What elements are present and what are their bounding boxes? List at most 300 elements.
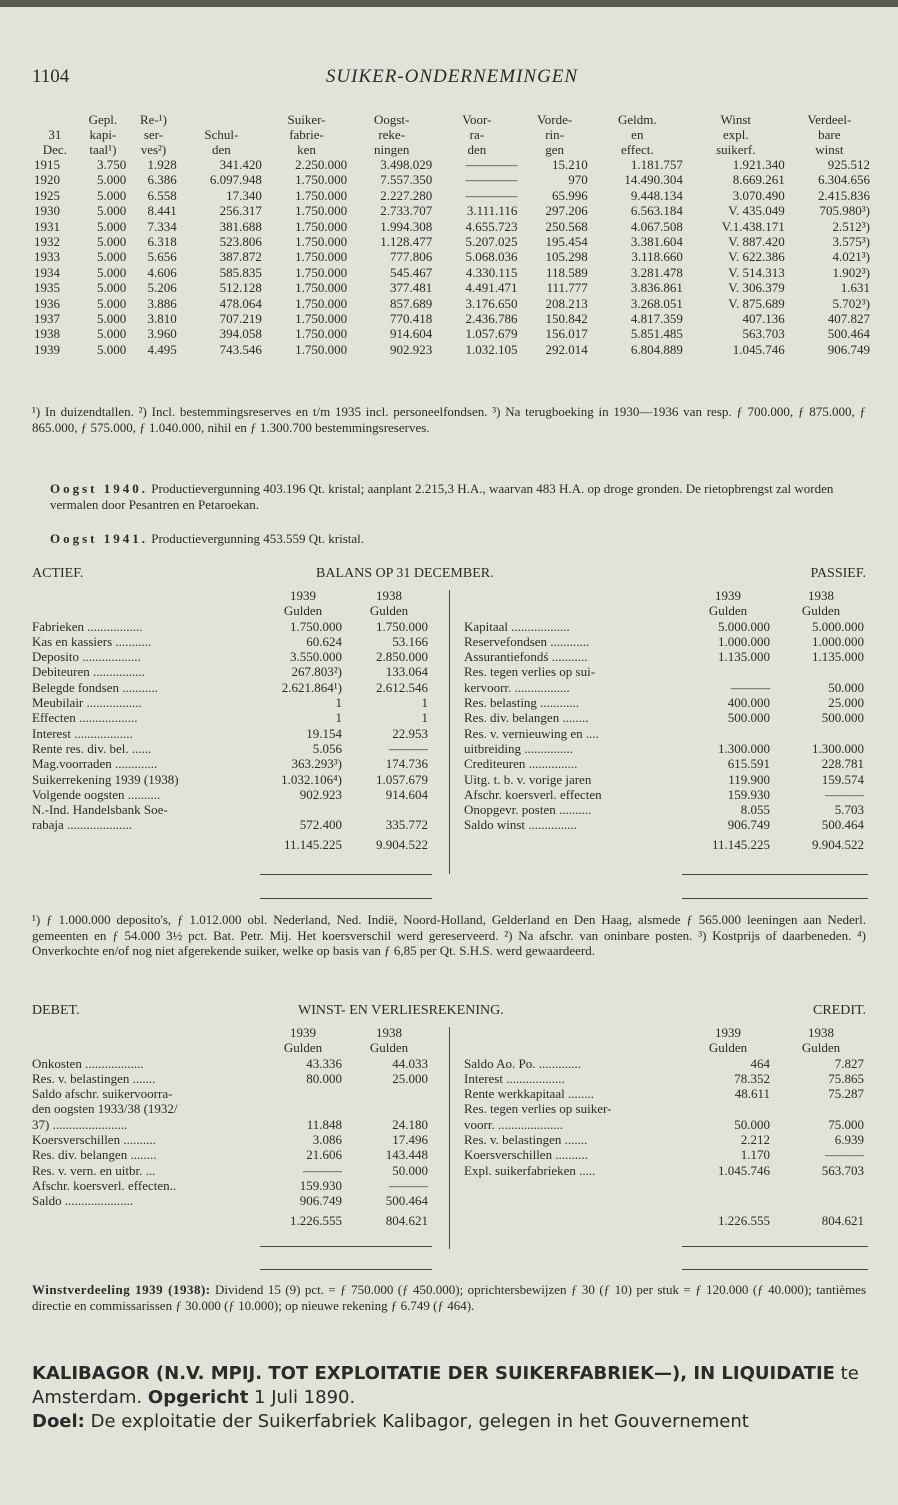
history-cell: V. 435.049 xyxy=(728,203,785,219)
history-cell: 7.557.350 xyxy=(380,172,433,188)
credit-value-1938: ——— xyxy=(825,1147,864,1163)
actief-row xyxy=(32,710,432,725)
credit-value-1938 xyxy=(774,1101,868,1116)
passief-row xyxy=(464,756,868,771)
credit-value-1939 xyxy=(682,1101,774,1116)
actief-value-1939: 1 xyxy=(335,695,342,711)
history-row xyxy=(32,311,872,326)
history-cell: 8.441 xyxy=(147,203,177,219)
history-cell: 2.436.786 xyxy=(465,311,518,327)
passief-value-1938: 50.000 xyxy=(828,679,864,695)
credit-item-label: voorr. .................... xyxy=(464,1116,563,1132)
actief-total-rule xyxy=(260,874,432,875)
credit-total-1939: 1.226.555 xyxy=(718,1212,770,1228)
balans-footnote: ¹) ƒ 1.000.000 deposito's, ƒ 1.012.000 obl. Nederland, Ned. Indië, Noord-Holland, Gelderland en Den Haag, alsmede ƒ 565.000 leeningen aan Nederl. gemeenten en ƒ 54.000 3½ pct. Bat. Petr. Mij. Het koersverschil werd gereserveerd. ²) Na afschr. van oninbare posten. ³) Kostprijs of daarbeneden. ⁴) Onverkochte en/of nog niet afgerekende suiker, welke op basis van ƒ 6,85 per Qt. S.H.S. werd gewaardeerd. xyxy=(32,912,866,958)
history-cell: 407.136 xyxy=(742,311,785,327)
actief-value-1939: 60.624 xyxy=(306,633,342,649)
debet-total-1939: 1.226.555 xyxy=(290,1212,342,1228)
wv-title: WINST- EN VERLIESREKENING. xyxy=(298,1003,504,1018)
company-name: KALIBAGOR (N.V. MPIJ. TOT EXPLOITATIE DER SUIKERFABRIEK—), IN LIQUIDATIE xyxy=(32,1363,835,1384)
credit-item-label: Koersverschillen .......... xyxy=(464,1147,588,1163)
history-cell: 523.806 xyxy=(219,234,262,250)
debet-item-label: Res. v. belastingen ....... xyxy=(32,1070,156,1086)
history-cell: 902.923 xyxy=(390,341,433,357)
history-cell: 512.128 xyxy=(219,280,262,296)
actief-unit-row xyxy=(32,603,432,618)
actief-value-1939: 267.803²) xyxy=(291,664,342,680)
debet-year-1939: 1939 xyxy=(290,1025,316,1040)
history-row xyxy=(32,203,872,218)
credit-spacer-cell xyxy=(774,1178,868,1193)
history-cell: 770.418 xyxy=(390,311,433,327)
credit-row xyxy=(464,1056,868,1071)
history-cell: 2.227.280 xyxy=(380,187,433,203)
actief-value-1938: 335.772 xyxy=(385,817,428,833)
history-row xyxy=(32,157,872,172)
passief-value-1938: 1.000.000 xyxy=(812,633,864,649)
debet-value-1939: 43.336 xyxy=(306,1055,342,1071)
history-cell: 407.827 xyxy=(827,311,870,327)
credit-year-1939: 1939 xyxy=(715,1025,741,1040)
passief-value-1939: 1.000.000 xyxy=(718,633,770,649)
history-cell: 563.703 xyxy=(742,326,785,342)
history-cell: 1932 xyxy=(34,234,60,250)
credit-total-row xyxy=(464,1209,868,1228)
history-row xyxy=(32,296,872,311)
debet-item-label: Saldo ..................... xyxy=(32,1193,134,1209)
actief-value-1938: 914.604 xyxy=(385,786,428,802)
history-cell: 705.980³) xyxy=(819,203,870,219)
history-cell: 1.750.000 xyxy=(295,172,348,188)
history-table xyxy=(32,112,872,357)
passief-total-rule xyxy=(682,874,868,875)
history-cell: 1.921.340 xyxy=(732,157,785,172)
history-cell: 3.960 xyxy=(147,326,177,342)
history-cell: 1931 xyxy=(34,218,60,234)
passief-total-spacer xyxy=(464,833,682,852)
passief-value-1938 xyxy=(774,726,868,741)
history-row xyxy=(32,188,872,203)
oogst-1941-label: Oogst 1941. xyxy=(50,531,148,546)
doel-label: Doel: xyxy=(32,1411,85,1432)
actief-value-1938: ——— xyxy=(389,740,428,756)
credit-total-rule xyxy=(682,1246,868,1247)
history-cell: 4.817.359 xyxy=(630,311,683,327)
actief-year-row xyxy=(32,588,432,603)
passief-year-1939: 1939 xyxy=(715,588,741,603)
history-cell: 6.097.948 xyxy=(209,172,262,188)
passief-value-1938: 5.703 xyxy=(834,802,864,818)
history-cell: 377.481 xyxy=(390,280,433,296)
actief-row xyxy=(32,741,432,756)
balans-divider xyxy=(449,590,450,874)
history-cell: 4.655.723 xyxy=(465,218,518,234)
passief-value-1939: 906.749 xyxy=(727,817,770,833)
history-cell: 906.749 xyxy=(827,341,870,357)
history-cell: 5.000 xyxy=(96,280,127,296)
history-header-row xyxy=(32,112,872,157)
history-cell: 3.281.478 xyxy=(630,264,683,280)
actief-value-1939: 572.400 xyxy=(299,817,342,833)
history-cell: 5.068.036 xyxy=(465,249,518,265)
debet-year-row xyxy=(32,1025,432,1040)
debet-row xyxy=(32,1086,432,1101)
history-cell: V. 875.689 xyxy=(728,295,785,311)
passief-item-label: uitbreiding ............... xyxy=(464,740,574,756)
credit-spacer-cell xyxy=(682,1193,774,1208)
credit-value-1939: 1.045.746 xyxy=(718,1162,770,1178)
passief-item-label: Reservefondsen ............ xyxy=(464,633,590,649)
actief-header-spacer xyxy=(32,603,260,618)
history-cell: 1.750.000 xyxy=(295,326,348,342)
passief-item-label: Onopgevr. posten .......... xyxy=(464,802,592,818)
debet-value-1938: 17.496 xyxy=(392,1132,428,1148)
history-cell: 341.420 xyxy=(219,157,262,172)
history-cell: 707.219 xyxy=(219,311,262,327)
actief-value-1939 xyxy=(260,802,346,817)
balans-title: BALANS OP 31 DECEMBER. xyxy=(316,566,494,581)
credit-value-1938: 75.000 xyxy=(828,1116,864,1132)
credit-total-underline xyxy=(682,1269,868,1270)
passief-value-1938: 1.135.000 xyxy=(812,649,864,665)
debet-value-1938: 50.000 xyxy=(392,1162,428,1178)
page-header xyxy=(32,66,872,90)
actief-value-1939: 1.750.000 xyxy=(290,618,342,634)
history-column-header: Vorde- rin- gen xyxy=(537,112,573,157)
passief-value-1938: 500.464 xyxy=(821,817,864,833)
passief-value-1938: 25.000 xyxy=(828,695,864,711)
passief-total-1939: 11.145.225 xyxy=(711,836,770,852)
actief-table xyxy=(32,588,432,852)
credit-total-spacer xyxy=(464,1209,682,1228)
credit-row xyxy=(464,1086,868,1101)
credit-item-label: Rente werkkapitaal ........ xyxy=(464,1086,594,1102)
debet-unit-row xyxy=(32,1040,432,1055)
history-cell: 5.207.025 xyxy=(465,234,518,250)
passief-total-row xyxy=(464,833,868,852)
debet-value-1938: 500.464 xyxy=(385,1193,428,1209)
credit-table xyxy=(464,1025,868,1228)
credit-row xyxy=(464,1163,868,1178)
credit-value-1939: 1.170 xyxy=(740,1147,770,1163)
history-column-header: Schul- den xyxy=(204,127,239,157)
actief-row xyxy=(32,619,432,634)
wv-divider xyxy=(449,1027,450,1249)
debet-total-rule xyxy=(260,1246,432,1247)
passief-value-1938: 500.000 xyxy=(821,710,864,726)
history-cell: 1.181.757 xyxy=(630,157,683,172)
debet-row xyxy=(32,1056,432,1071)
history-cell: 5.000 xyxy=(96,249,127,265)
history-cell: 500.464 xyxy=(827,326,870,342)
history-cell: 105.298 xyxy=(545,249,588,265)
history-cell: 4.606 xyxy=(147,264,177,280)
passief-header-spacer xyxy=(464,588,682,603)
credit-item-label: Expl. suikerfabrieken ..... xyxy=(464,1162,596,1178)
credit-year-row xyxy=(464,1025,868,1040)
credit-unit: Gulden xyxy=(708,1040,748,1056)
oogst-1940-text: Productievergunning 403.196 Qt. kristal; aanplant 2.215,3 H.A., waarvan 483 H.A. op droge gronden. De rietopbrengst zal worden vermalen door Pesantren en Petaroekan. xyxy=(50,481,834,512)
history-cell: 777.806 xyxy=(390,249,433,265)
history-cell: 925.512 xyxy=(827,157,870,172)
passief-item-label: Res. div. belangen ........ xyxy=(464,710,589,726)
actief-item-label: Interest .................. xyxy=(32,725,133,741)
debet-item-label: den oogsten 1933/38 (1932/ xyxy=(32,1101,178,1117)
debet-value-1938: 143.448 xyxy=(385,1147,428,1163)
debet-item-label: Saldo afschr. suikervoorra- xyxy=(32,1086,173,1102)
debet-value-1938: ——— xyxy=(389,1177,428,1193)
history-column-header: 31 Dec. xyxy=(42,127,67,157)
history-column-header: Verdeel- bare winst xyxy=(807,112,852,157)
actief-row xyxy=(32,726,432,741)
debet-row xyxy=(32,1163,432,1178)
actief-total-row xyxy=(32,833,432,852)
actief-value-1938: 1.750.000 xyxy=(376,618,428,634)
history-cell: 6.563.184 xyxy=(630,203,683,219)
debet-row xyxy=(32,1117,432,1132)
actief-value-1938 xyxy=(346,802,432,817)
debet-table xyxy=(32,1025,432,1228)
passief-row xyxy=(464,619,868,634)
passief-value-1939: 8.055 xyxy=(740,802,770,818)
actief-year-1939: 1939 xyxy=(290,588,316,603)
history-cell: V. 887.420 xyxy=(728,234,785,250)
credit-header-spacer xyxy=(464,1025,682,1040)
credit-value-1938: 7.827 xyxy=(834,1055,864,1071)
oogst-1941-text: Productievergunning 453.559 Qt. kristal. xyxy=(151,531,365,546)
debet-row xyxy=(32,1132,432,1147)
actief-label: ACTIEF. xyxy=(32,566,84,581)
passief-unit: Gulden xyxy=(708,603,748,619)
history-cell: 857.689 xyxy=(390,295,433,311)
history-cell: 297.206 xyxy=(545,203,588,219)
actief-value-1938: 2.850.000 xyxy=(376,649,428,665)
history-cell: 3.836.861 xyxy=(630,280,683,296)
debet-value-1939: 906.749 xyxy=(299,1193,342,1209)
credit-value-1939: 2.212 xyxy=(740,1132,770,1148)
actief-row xyxy=(32,787,432,802)
debet-year-1938: 1938 xyxy=(376,1025,402,1040)
passief-value-1939: 119.900 xyxy=(728,771,770,787)
actief-value-1938: 1 xyxy=(421,695,428,711)
passief-row xyxy=(464,817,868,832)
history-cell: 5.000 xyxy=(96,341,127,357)
passief-row xyxy=(464,710,868,725)
history-cell: 1.750.000 xyxy=(295,234,348,250)
history-cell: 1.750.000 xyxy=(295,295,348,311)
actief-row xyxy=(32,695,432,710)
passief-total-1938: 9.904.522 xyxy=(812,836,864,852)
debet-value-1938 xyxy=(346,1086,432,1101)
debet-unit: Gulden xyxy=(283,1040,323,1056)
passief-value-1939: 1.135.000 xyxy=(718,649,770,665)
history-cell: 3.176.650 xyxy=(465,295,518,311)
history-cell: 111.777 xyxy=(546,280,588,296)
winstverdeeling-text: Dividend 15 (9) pct. = ƒ 750.000 (ƒ 450.000); oprichtersbewijzen ƒ 30 (ƒ 10) per stuk = ƒ 120.000 (ƒ 40.000); tantièmes directie en commissarissen ƒ 30.000 (ƒ 10.000); op nieuwe rekening ƒ 6.749 (ƒ 464). xyxy=(32,1282,867,1313)
actief-item-label: Kas en kassiers ........... xyxy=(32,633,152,649)
credit-spacer-cell xyxy=(464,1193,682,1208)
actief-value-1939: 1 xyxy=(335,710,342,726)
history-cell: 5.000 xyxy=(96,326,127,342)
history-cell: 478.064 xyxy=(219,295,262,311)
history-cell: 3.118.660 xyxy=(631,249,683,265)
debet-value-1939: 3.086 xyxy=(312,1132,342,1148)
credit-value-1938: 6.939 xyxy=(834,1132,864,1148)
actief-row xyxy=(32,817,432,832)
history-cell: 2.415.836 xyxy=(818,187,870,203)
passief-row xyxy=(464,695,868,710)
passief-value-1939: 1.300.000 xyxy=(718,740,770,756)
history-footnote: ¹) In duizendtallen. ²) Incl. bestemmingsreserves en t/m 1935 incl. personeelfondsen. ³) Na terugboeking in 1930—1936 van resp. ƒ 700.000, ƒ 875.000, ƒ 865.000, ƒ 575.000, ƒ 1.040.000, nihil en ƒ 1.300.700 bestemmingsreserves. xyxy=(32,404,866,435)
history-cell: 1.750.000 xyxy=(295,218,348,234)
credit-row xyxy=(464,1132,868,1147)
history-cell: 1933 xyxy=(34,249,60,265)
debet-value-1939: 159.930 xyxy=(299,1177,342,1193)
history-cell: 1938 xyxy=(34,326,60,342)
history-cell: 256.317 xyxy=(219,203,262,219)
actief-value-1939: 1.032.106⁴) xyxy=(281,771,342,787)
debet-row xyxy=(32,1071,432,1086)
history-cell: 5.000 xyxy=(96,311,127,327)
debet-value-1939 xyxy=(260,1101,346,1116)
debet-item-label: Res. div. belangen ........ xyxy=(32,1147,157,1163)
passief-item-label: Saldo winst ............... xyxy=(464,817,578,833)
actief-item-label: Belegde fondsen ........... xyxy=(32,679,159,695)
debet-unit: Gulden xyxy=(369,1040,409,1056)
history-column-header: Geldm. en effect. xyxy=(617,112,657,157)
oogst-1940-label: Oogst 1940. xyxy=(50,481,148,496)
credit-row xyxy=(464,1071,868,1086)
history-cell: 5.000 xyxy=(96,203,127,219)
passief-row xyxy=(464,649,868,664)
history-cell: 118.589 xyxy=(546,264,588,280)
credit-value-1939: 464 xyxy=(750,1055,770,1071)
actief-value-1938: 1 xyxy=(421,710,428,726)
history-cell: 394.058 xyxy=(219,326,262,342)
history-row xyxy=(32,265,872,280)
history-cell: 1.750.000 xyxy=(295,280,348,296)
history-column-header: Suiker- fabrie- ken xyxy=(287,112,326,157)
actief-year-1938: 1938 xyxy=(376,588,402,603)
passief-row xyxy=(464,680,868,695)
kalibagor-entry xyxy=(32,1362,872,1434)
actief-item-label: Fabrieken ................. xyxy=(32,618,143,634)
history-cell: 4.021³) xyxy=(832,249,870,265)
history-cell: 1.928 xyxy=(147,157,177,172)
debet-row xyxy=(32,1147,432,1162)
history-cell: 292.014 xyxy=(545,341,588,357)
history-cell: 1930 xyxy=(34,203,60,219)
debet-row xyxy=(32,1101,432,1116)
actief-row xyxy=(32,649,432,664)
history-cell: 1939 xyxy=(34,341,60,357)
credit-value-1939: 50.000 xyxy=(734,1116,770,1132)
history-cell: 65.996 xyxy=(552,187,588,203)
actief-value-1939: 3.550.000 xyxy=(290,649,342,665)
debet-item-label: 37) ....................... xyxy=(32,1116,128,1132)
passief-value-1938 xyxy=(774,664,868,679)
history-cell: 9.448.134 xyxy=(630,187,683,203)
passief-year-1938: 1938 xyxy=(808,588,834,603)
credit-value-1938: 563.703 xyxy=(821,1162,864,1178)
history-cell: 5.000 xyxy=(96,264,127,280)
actief-value-1938: 133.064 xyxy=(385,664,428,680)
debet-value-1939: 21.606 xyxy=(306,1147,342,1163)
history-cell: 5.851.485 xyxy=(630,326,683,342)
history-cell: 7.334 xyxy=(147,218,177,234)
debet-total-1938: 804.621 xyxy=(385,1212,428,1228)
debet-header-spacer xyxy=(32,1040,260,1055)
passief-item-label: Crediteuren ............... xyxy=(464,756,578,772)
history-cell: 2.250.000 xyxy=(295,157,348,172)
history-cell: 4.067.508 xyxy=(630,218,683,234)
passief-total-underline xyxy=(682,898,868,899)
passief-header-spacer xyxy=(464,603,682,618)
actief-item-label: Volgende oogsten .......... xyxy=(32,786,161,802)
debet-value-1938: 44.033 xyxy=(392,1055,428,1071)
actief-header-spacer xyxy=(32,588,260,603)
passief-item-label: Afschr. koersverl. effecten xyxy=(464,786,602,802)
history-cell: V. 306.379 xyxy=(728,280,785,296)
history-cell: 3.886 xyxy=(147,295,177,311)
oogst-1941 xyxy=(50,531,866,547)
actief-value-1939: 363.293³) xyxy=(291,756,342,772)
passief-value-1939: 500.000 xyxy=(727,710,770,726)
passief-row xyxy=(464,787,868,802)
page-number: 1104 xyxy=(32,66,70,87)
credit-value-1939: 48.611 xyxy=(734,1086,770,1102)
credit-row xyxy=(464,1117,868,1132)
passief-item-label: Uitg. t. b. v. vorige jaren xyxy=(464,771,592,787)
credit-row xyxy=(464,1147,868,1162)
history-row xyxy=(32,342,872,357)
passief-value-1938: 159.574 xyxy=(821,771,864,787)
actief-item-label: Debiteuren ................ xyxy=(32,664,146,680)
credit-spacer-cell xyxy=(774,1193,868,1208)
history-cell: 3.498.029 xyxy=(380,157,433,172)
actief-row xyxy=(32,802,432,817)
actief-total-1939: 11.145.225 xyxy=(283,836,342,852)
opgericht-label: Opgericht xyxy=(147,1387,249,1408)
credit-header-spacer xyxy=(464,1040,682,1055)
history-cell: 5.656 xyxy=(147,249,177,265)
actief-value-1939: 19.154 xyxy=(306,725,342,741)
history-row xyxy=(32,234,872,249)
history-cell: 14.490.304 xyxy=(624,172,683,188)
debet-value-1938: 24.180 xyxy=(392,1116,428,1132)
history-row xyxy=(32,219,872,234)
history-cell: 1936 xyxy=(34,295,60,311)
history-cell: V. 514.313 xyxy=(728,264,785,280)
passief-value-1939: ——— xyxy=(731,679,770,695)
history-row xyxy=(32,280,872,295)
actief-value-1938: 174.736 xyxy=(385,756,428,772)
history-cell: 1.750.000 xyxy=(295,341,348,357)
actief-row xyxy=(32,634,432,649)
actief-row xyxy=(32,772,432,787)
actief-item-label: Deposito .................. xyxy=(32,649,141,665)
history-cell: 3.575³) xyxy=(832,234,870,250)
actief-item-label: Mag.voorraden ............. xyxy=(32,756,158,772)
passief-value-1939: 615.591 xyxy=(727,756,770,772)
actief-value-1938: 53.166 xyxy=(392,633,428,649)
history-cell: 1.057.679 xyxy=(465,326,518,342)
history-cell: 6.304.656 xyxy=(818,172,870,188)
history-cell: 387.872 xyxy=(219,249,262,265)
actief-total-underline xyxy=(260,898,432,899)
debet-total-underline xyxy=(260,1269,432,1270)
passief-year-row xyxy=(464,588,868,603)
